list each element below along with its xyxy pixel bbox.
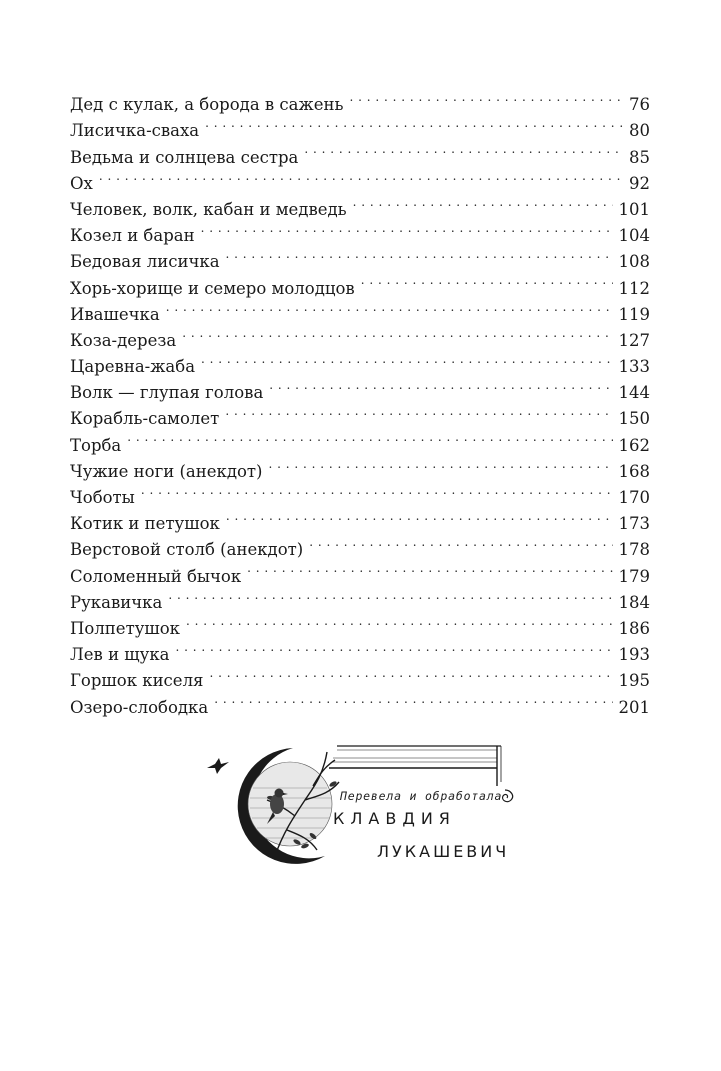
dot-leader xyxy=(176,634,613,660)
toc-entry-page: 178 xyxy=(613,537,651,563)
title-vignette xyxy=(205,738,525,868)
toc-entry-title: Торба xyxy=(70,433,127,459)
toc-entry[interactable] xyxy=(70,477,650,507)
toc-entry-title: Ох xyxy=(70,171,99,197)
toc-entry-page: 80 xyxy=(623,118,650,144)
dot-leader xyxy=(127,424,612,450)
toc-entry-page: 195 xyxy=(613,668,651,694)
toc-entry-title: Горшок киселя xyxy=(70,668,209,694)
toc-entry-title: Корабль-самолет xyxy=(70,406,225,432)
toc-entry[interactable] xyxy=(70,163,650,193)
toc-entry-title: Бедовая лисичка xyxy=(70,249,226,275)
toc-entry-page: 127 xyxy=(613,328,651,354)
dot-leader xyxy=(99,163,623,189)
dot-leader xyxy=(186,608,613,634)
toc-entry-page: 108 xyxy=(613,249,651,275)
dot-leader xyxy=(168,582,612,608)
toc-entry-title: Козел и баран xyxy=(70,223,201,249)
toc-entry-title: Волк — глупая голова xyxy=(70,380,269,406)
toc-entry-title: Верстовой столб (анекдот) xyxy=(70,537,309,563)
dot-leader xyxy=(166,294,613,320)
toc-entry-page: 186 xyxy=(613,616,651,642)
toc-entry[interactable] xyxy=(70,451,650,481)
toc-entry-title: Коза-дереза xyxy=(70,328,182,354)
dot-leader xyxy=(209,660,612,686)
toc-entry-title: Человек, волк, кабан и медведь xyxy=(70,197,353,223)
dot-leader xyxy=(201,215,613,241)
toc-entry-page: 150 xyxy=(613,406,651,432)
toc-entry-title: Хорь-хорище и семеро молодцов xyxy=(70,276,361,302)
dot-leader xyxy=(141,477,613,503)
toc-entry-page: 133 xyxy=(613,354,651,380)
dot-leader xyxy=(226,241,613,267)
toc-entry[interactable] xyxy=(70,503,650,534)
toc-entry-title: Дед с кулак, а борода в сажень xyxy=(70,92,349,118)
toc-entry-title: Ивашечка xyxy=(70,302,166,328)
dot-leader xyxy=(361,267,613,293)
toc-entry-page: 170 xyxy=(613,485,651,511)
banner-frame xyxy=(329,746,501,786)
dot-leader xyxy=(349,84,623,110)
toc-entry-title: Чоботы xyxy=(70,485,141,511)
dot-leader xyxy=(205,110,623,136)
dot-leader xyxy=(309,529,612,555)
toc-entry[interactable] xyxy=(70,189,650,219)
toc-entry-title: Рукавичка xyxy=(70,590,168,616)
toc-entry[interactable] xyxy=(70,424,650,455)
toc-entry-page: 104 xyxy=(613,223,651,249)
toc-entry-title: Лев и щука xyxy=(70,642,176,668)
toc-entry-title: Чужие ноги (анекдот) xyxy=(70,459,268,485)
toc-entry-page: 119 xyxy=(613,302,651,328)
author-last-name: ЛУКАШЕВИЧ xyxy=(377,842,510,861)
dot-leader xyxy=(226,503,613,529)
toc-entry-page: 101 xyxy=(613,197,651,223)
toc-entry-page: 112 xyxy=(613,276,651,302)
dot-leader xyxy=(353,189,613,215)
scroll-curl-icon xyxy=(503,790,513,802)
table-of-contents xyxy=(70,84,650,717)
toc-entry-page: 92 xyxy=(623,171,650,197)
toc-entry-page: 76 xyxy=(623,92,650,118)
toc-entry-page: 162 xyxy=(613,433,651,459)
toc-entry-title: Котик и петушок xyxy=(70,511,226,537)
toc-entry-page: 144 xyxy=(613,380,651,406)
dot-leader xyxy=(304,136,623,162)
toc-entry-page: 179 xyxy=(613,564,651,590)
dot-leader xyxy=(201,346,612,372)
toc-entry-title: Полпетушок xyxy=(70,616,186,642)
toc-entry-title: Лисичка-сваха xyxy=(70,118,205,144)
toc-entry-title: Озеро-слободка xyxy=(70,695,214,721)
toc-entry-title: Соломенный бычок xyxy=(70,564,247,590)
toc-entry[interactable] xyxy=(70,84,650,115)
toc-entry-page: 173 xyxy=(613,511,651,537)
toc-entry-title: Ведьма и солнцева сестра xyxy=(70,145,304,171)
dot-leader xyxy=(247,555,612,581)
toc-entry-page: 201 xyxy=(613,695,651,721)
dot-leader xyxy=(269,372,612,398)
dot-leader xyxy=(214,686,612,712)
dot-leader xyxy=(268,451,612,477)
toc-entry-page: 184 xyxy=(613,590,651,616)
swallow-icon xyxy=(207,758,229,774)
toc-entry-page: 193 xyxy=(613,642,651,668)
dot-leader xyxy=(225,398,612,424)
toc-entry-title: Царевна-жаба xyxy=(70,354,201,380)
translator-credit: Перевела и обработала xyxy=(340,789,503,803)
toc-entry-page: 168 xyxy=(613,459,651,485)
dot-leader xyxy=(182,320,612,346)
author-first-name: КЛАВДИЯ xyxy=(333,809,456,828)
toc-entry-page: 85 xyxy=(623,145,650,171)
